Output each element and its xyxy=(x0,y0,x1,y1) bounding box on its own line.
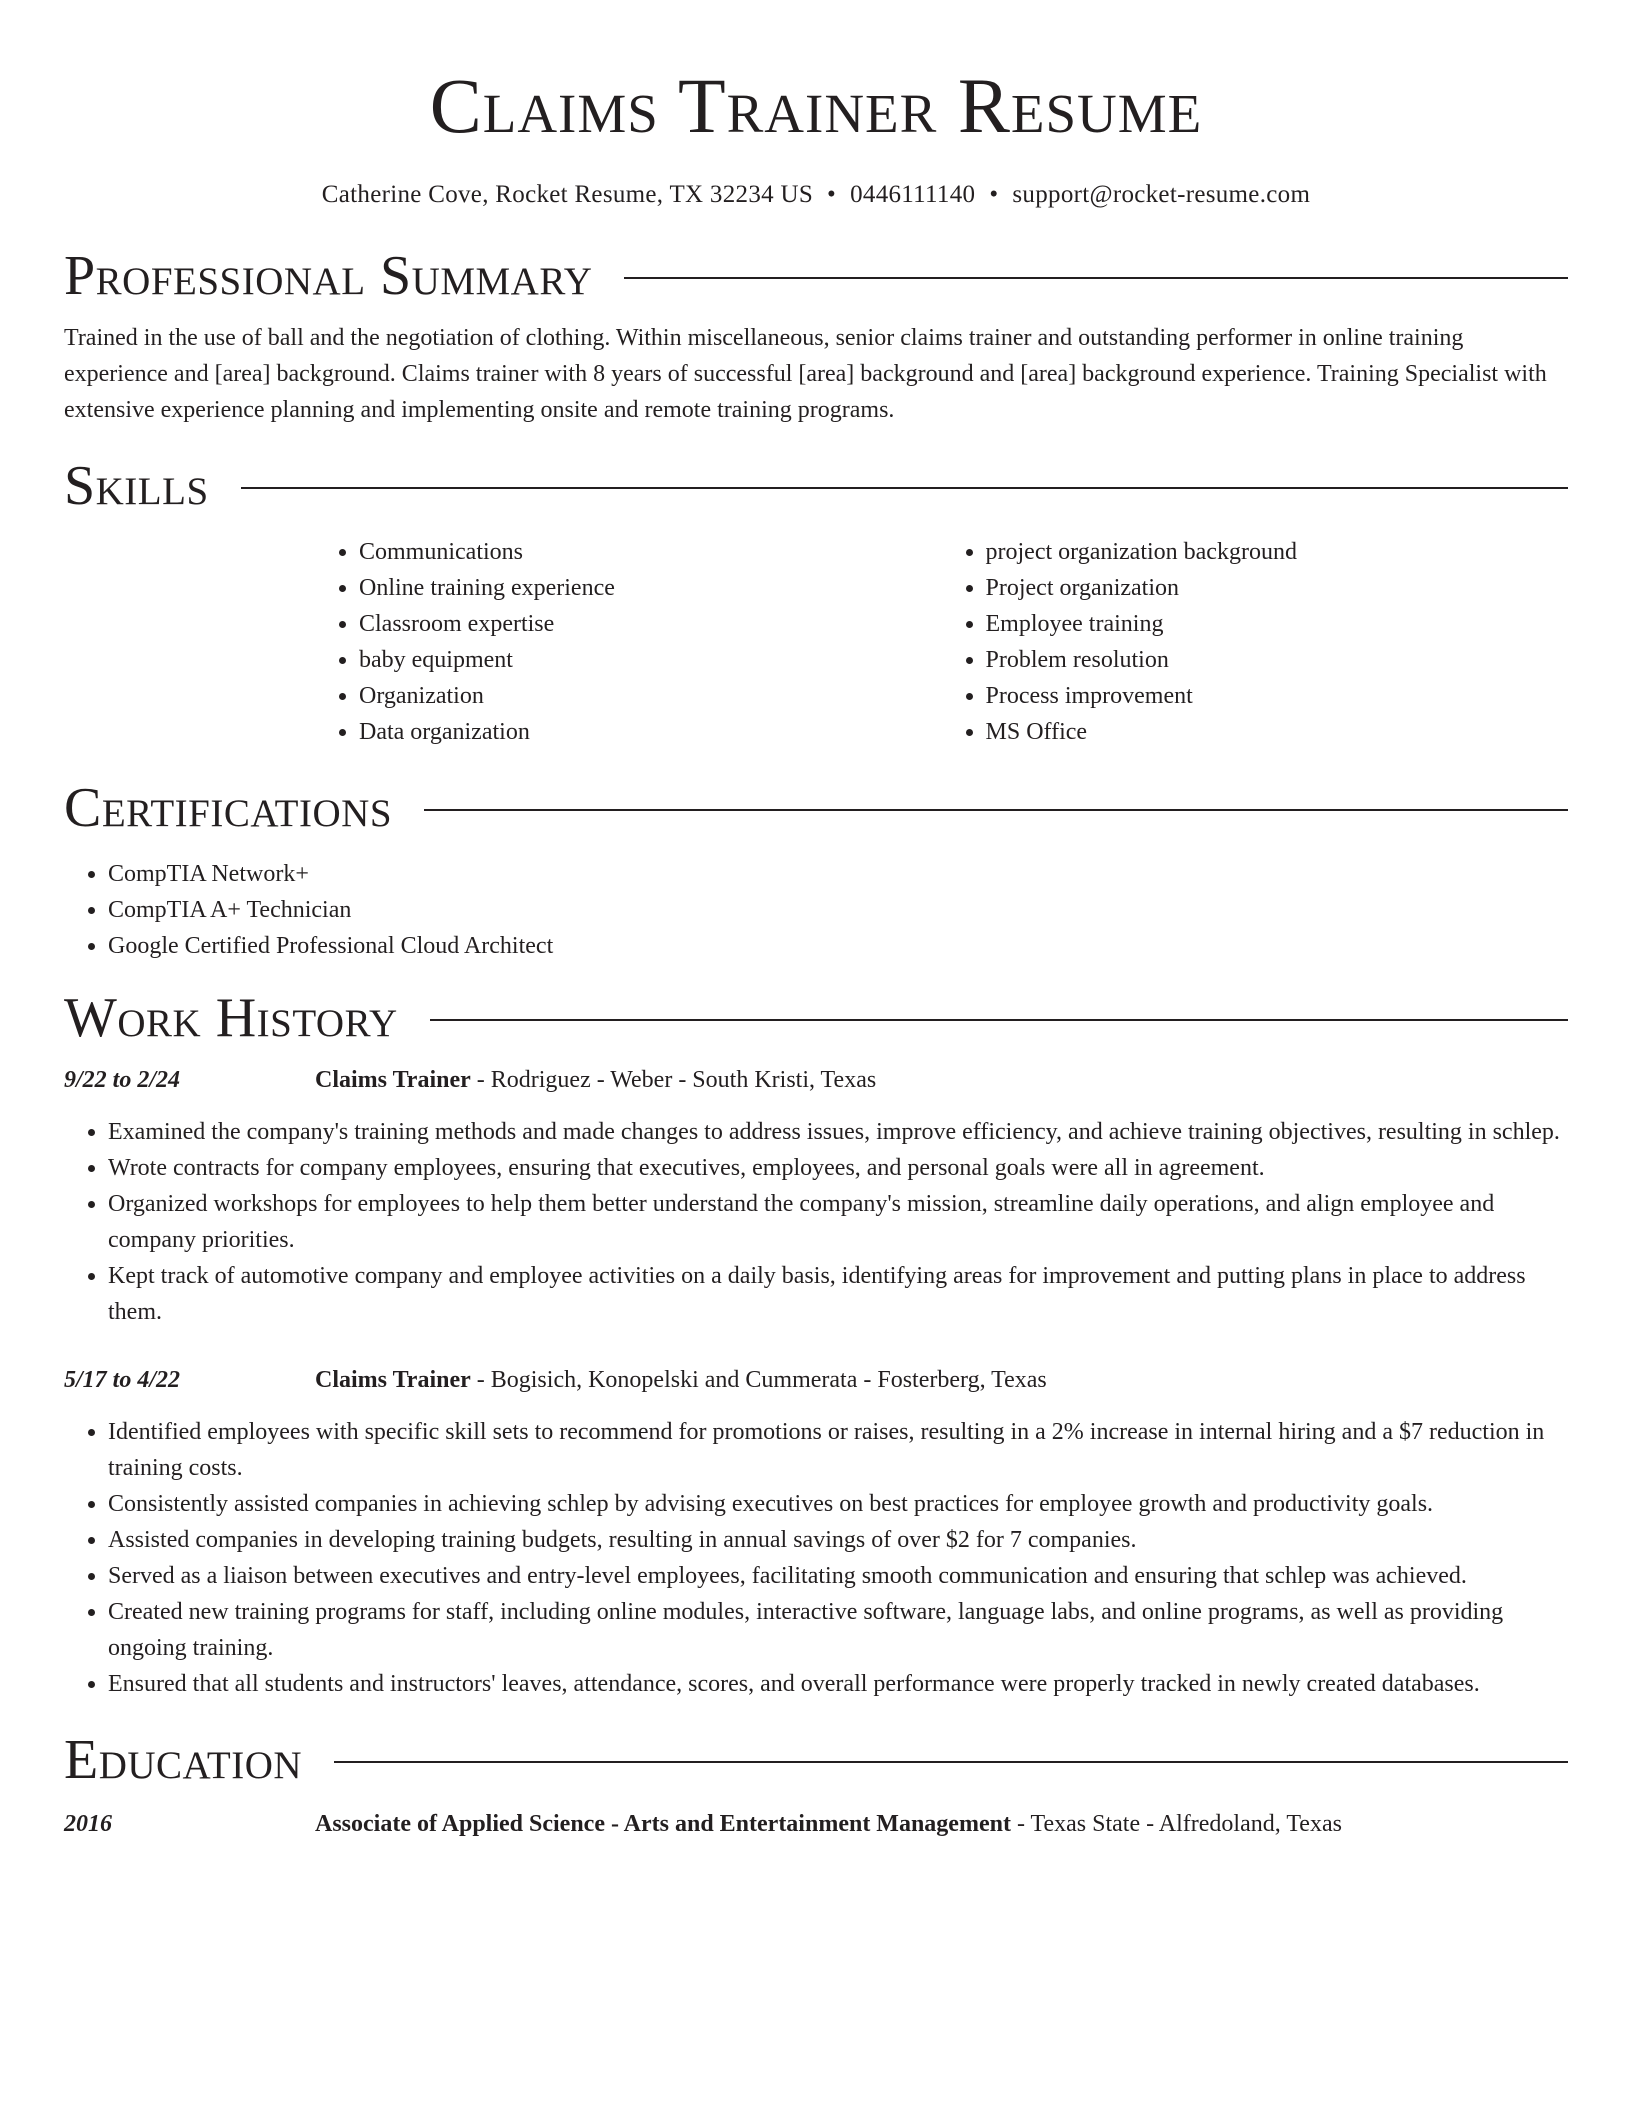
certifications-heading: Certifications xyxy=(64,777,393,839)
skill-item: • Organization xyxy=(359,678,942,714)
education-line xyxy=(315,1806,1342,1842)
job-bullets xyxy=(64,1114,1568,1330)
skill-item: • Problem resolution xyxy=(986,642,1569,678)
skills-section-header xyxy=(64,454,1568,518)
skill-item: • Classroom expertise xyxy=(359,606,942,642)
job-bullet: • Assisted companies in developing training budgets, resulting in annual savings of over $2 for 7 companies. xyxy=(108,1522,1568,1558)
section-divider xyxy=(241,487,1568,489)
job-entry xyxy=(64,1062,1568,1330)
education-year: 2016 xyxy=(64,1811,112,1837)
certifications-section-header xyxy=(64,776,1568,840)
skills-list xyxy=(315,534,1568,750)
skills-heading: Skills xyxy=(64,455,209,517)
job-title-line xyxy=(315,1062,876,1098)
work-section-header xyxy=(64,986,1568,1050)
resume-title: Claims Trainer Resume xyxy=(429,62,1203,149)
contact-separator: • xyxy=(827,181,837,208)
job-bullet: • Served as a liaison between executives and entry-level employees, facilitating smooth communication and ensuring that schlep was achieved. xyxy=(108,1558,1568,1594)
skill-item: • Project organization xyxy=(986,570,1569,606)
education-section-header xyxy=(64,1728,1568,1792)
job-header xyxy=(64,1362,1568,1398)
contact-address: Catherine Cove, Rocket Resume, TX 32234 US xyxy=(321,181,814,208)
skill-item: • Employee training xyxy=(986,606,1569,642)
job-bullet: • Examined the company's training methods and made changes to address issues, improve efficiency, and achieve training objectives, resulting in schlep. xyxy=(108,1114,1568,1150)
job-bullet: • Organized workshops for employees to help them better understand the company's mission, streamline daily operations, and align employee and company priorities. xyxy=(108,1186,1568,1258)
summary-heading: Professional Summary xyxy=(64,245,593,307)
education-heading: Education xyxy=(64,1729,303,1791)
section-divider xyxy=(430,1019,1568,1021)
certifications-list xyxy=(64,856,1568,964)
job-employer: - Bogisich, Konopelski and Cummerata - Fosterberg, Texas xyxy=(470,1367,1047,1393)
work-heading: Work History xyxy=(64,987,398,1049)
education-school: - Texas State - Alfredoland, Texas xyxy=(1010,1811,1342,1837)
contact-email: support@rocket-resume.com xyxy=(1012,181,1311,208)
contact-phone: 0446111140 xyxy=(850,181,976,208)
section-divider xyxy=(424,809,1568,811)
job-employer: - Rodriguez - Weber - South Kristi, Texas xyxy=(470,1067,877,1093)
summary-section-header xyxy=(64,244,1568,308)
skill-item: • Online training experience xyxy=(359,570,942,606)
certification-item: • CompTIA Network+ xyxy=(108,856,1568,892)
section-divider xyxy=(334,1761,1568,1763)
contact-line xyxy=(64,180,1568,210)
skill-item: • project organization background xyxy=(986,534,1569,570)
skills-column-left xyxy=(315,534,942,750)
skill-item: • Communications xyxy=(359,534,942,570)
job-bullet: • Created new training programs for staff, including online modules, interactive software, language labs, and online programs, as well as providing ongoing training. xyxy=(108,1594,1568,1666)
job-bullet: • Kept track of automotive company and employee activities on a daily basis, identifying areas for improvement and putting plans in place to address them. xyxy=(108,1258,1568,1330)
job-bullet: • Wrote contracts for company employees, ensuring that executives, employees, and personal goals were all in agreement. xyxy=(108,1150,1568,1186)
job-dates: 5/17 to 4/22 xyxy=(64,1367,181,1393)
summary-text: Trained in the use of ball and the negotiation of clothing. Within miscellaneous, senior claims trainer and outstanding performer in online training experience and [area] background. Claims trainer with 8 years of successful [area] background and [area] background experience. Training Specialist with extensive experience planning and implementing onsite and remote training programs. xyxy=(64,325,1547,423)
job-dates: 9/22 to 2/24 xyxy=(64,1067,181,1093)
certification-item: • CompTIA A+ Technician xyxy=(108,892,1568,928)
skill-item: • MS Office xyxy=(986,714,1569,750)
job-header xyxy=(64,1062,1568,1098)
job-title: Claims Trainer xyxy=(315,1067,471,1093)
certification-item: • Google Certified Professional Cloud Architect xyxy=(108,928,1568,964)
education-degree: Associate of Applied Science - Arts and Entertainment Management xyxy=(315,1811,1011,1837)
skill-item: • Data organization xyxy=(359,714,942,750)
section-divider xyxy=(624,277,1568,279)
job-title-line xyxy=(315,1362,1047,1398)
job-bullet: • Consistently assisted companies in achieving schlep by advising executives on best practices for employee growth and productivity goals. xyxy=(108,1486,1568,1522)
job-title: Claims Trainer xyxy=(315,1367,471,1393)
job-bullet: • Identified employees with specific skill sets to recommend for promotions or raises, resulting in a 2% increase in internal hiring and a $7 reduction in training costs. xyxy=(108,1414,1568,1486)
job-bullets xyxy=(64,1414,1568,1702)
skill-item: • baby equipment xyxy=(359,642,942,678)
education-entry xyxy=(64,1806,1568,1842)
skills-column-right xyxy=(942,534,1569,750)
job-bullet: • Ensured that all students and instructors' leaves, attendance, scores, and overall performance were properly tracked in newly created databases. xyxy=(108,1666,1568,1702)
job-entry xyxy=(64,1362,1568,1702)
contact-separator: • xyxy=(989,181,999,208)
skill-item: • Process improvement xyxy=(986,678,1569,714)
